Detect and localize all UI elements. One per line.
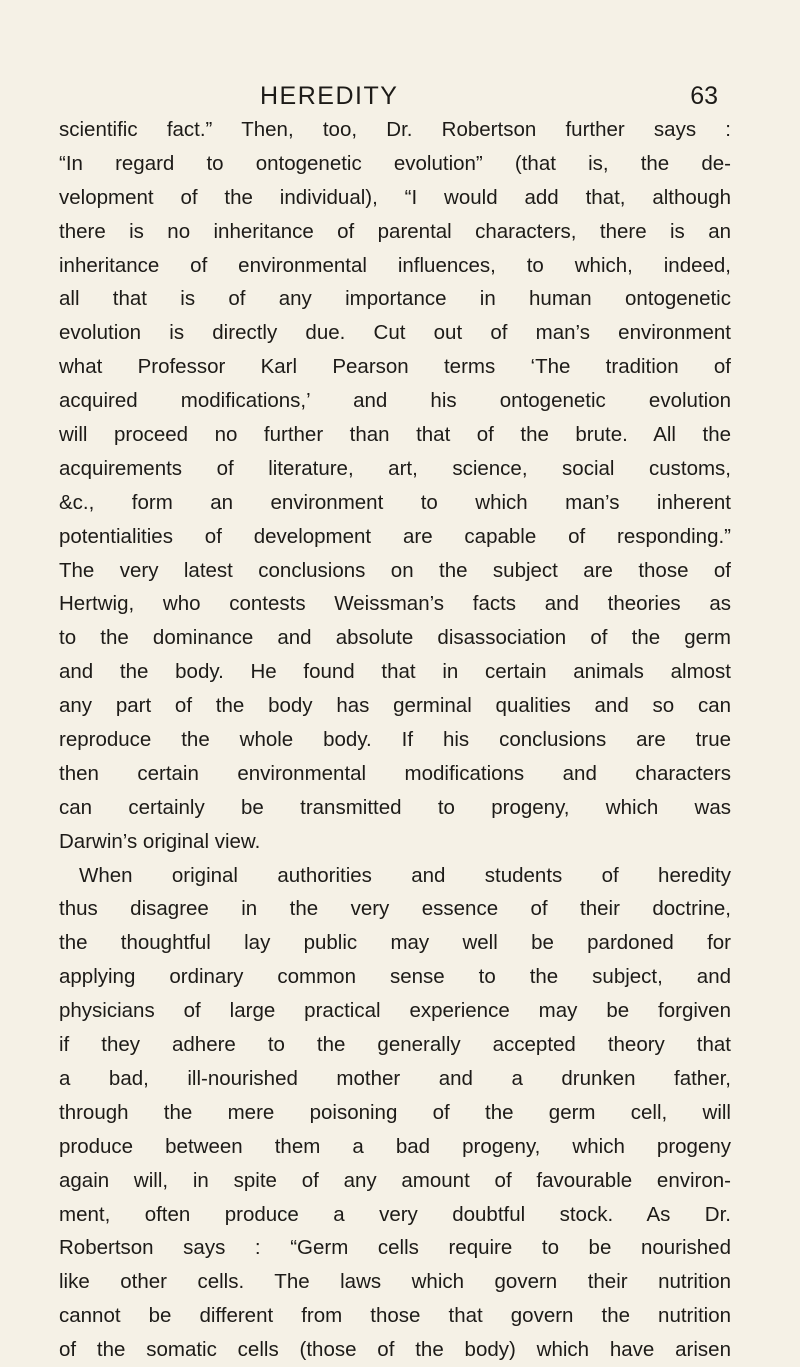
text-line: all that is of any importance in human ontogenetic	[59, 287, 731, 311]
text-line: of the somatic cells (those of the body) which have arisen	[59, 1338, 731, 1362]
running-head	[0, 78, 800, 118]
text-line: The very latest conclusions on the subject are those of	[59, 558, 731, 582]
text-line: any part of the body has germinal qualities and so can	[59, 694, 731, 718]
text-line: physicians of large practical experience may be forgiven	[59, 999, 731, 1023]
text-line: again will, in spite of any amount of favourable environ-	[59, 1168, 731, 1192]
text-line: When original authorities and students of heredity	[79, 863, 731, 887]
text-line: Robertson says : “Germ cells require to be nourished	[59, 1236, 731, 1260]
text-line: to the dominance and absolute disassociation of the germ	[59, 626, 731, 650]
text-line: Hertwig, who contests Weissman’s facts and theories as	[59, 592, 731, 616]
text-line: will proceed no further than that of the brute. All the	[59, 423, 731, 447]
text-line: through the mere poisoning of the germ cell, will	[59, 1100, 731, 1124]
page-number: 63	[690, 82, 718, 110]
text-line: acquirements of literature, art, science, social customs,	[59, 456, 731, 480]
text-line: and the body. He found that in certain animals almost	[59, 660, 731, 684]
text-line: if they adhere to the generally accepted theory that	[59, 1033, 731, 1057]
text-line: velopment of the individual), “I would add that, although	[59, 185, 731, 209]
text-line: reproduce the whole body. If his conclusions are true	[59, 728, 731, 752]
text-line: “In regard to ontogenetic evolution” (that is, the de-	[59, 151, 731, 175]
text-line: there is no inheritance of parental characters, there is an	[59, 219, 731, 243]
text-line: can certainly be transmitted to progeny, which was	[59, 795, 731, 819]
text-line: ment, often produce a very doubtful stock. As Dr.	[59, 1202, 731, 1226]
text-line: produce between them a bad progeny, which progeny	[59, 1134, 731, 1158]
text-line: potentialities of development are capable of responding.”	[59, 524, 731, 548]
text-line: Darwin’s original view.	[59, 829, 261, 853]
text-line: scientific fact.” Then, too, Dr. Robertson further says :	[59, 118, 731, 141]
text-line: cannot be different from those that govern the nutrition	[59, 1304, 731, 1328]
text-line: &c., form an environment to which man’s inherent	[59, 490, 731, 514]
body-text	[59, 113, 731, 1367]
text-line: inheritance of environmental influences, to which, indeed,	[59, 253, 731, 277]
text-line: then certain environmental modifications and characters	[59, 761, 731, 785]
text-line: a bad, ill-nourished mother and a drunken father,	[59, 1066, 731, 1090]
text-line: thus disagree in the very essence of their doctrine,	[59, 897, 731, 921]
running-head-title: HEREDITY	[260, 82, 399, 110]
text-line: evolution is directly due. Cut out of man’s environment	[59, 321, 731, 345]
text-line: acquired modifications,’ and his ontogenetic evolution	[59, 389, 731, 413]
text-line: the thoughtful lay public may well be pardoned for	[59, 931, 731, 955]
text-line: like other cells. The laws which govern their nutrition	[59, 1270, 731, 1294]
text-line: what Professor Karl Pearson terms ‘The tradition of	[59, 355, 731, 379]
text-line: applying ordinary common sense to the subject, and	[59, 965, 731, 989]
